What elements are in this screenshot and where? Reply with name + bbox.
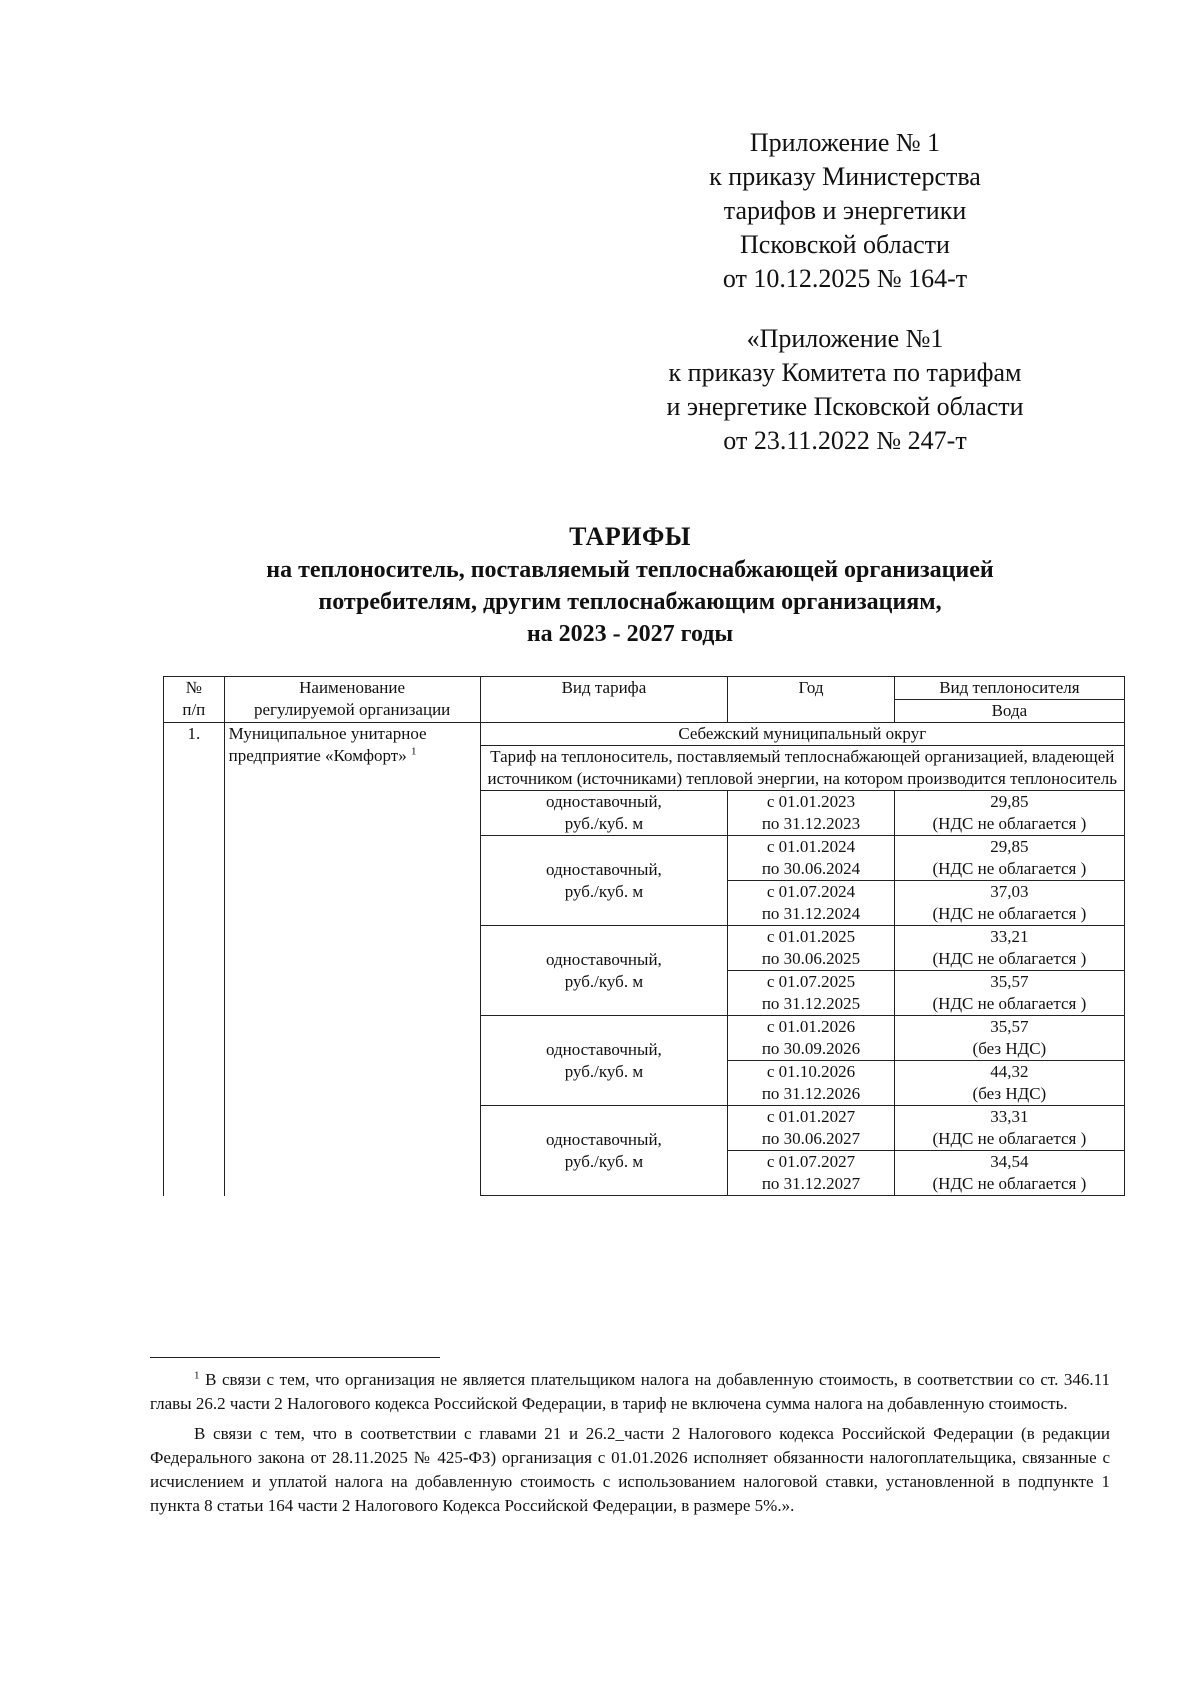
period-from: с 01.01.2026 [766,1017,856,1036]
period-to: по 30.09.2026 [761,1039,861,1058]
approval-line: Псковской области [740,230,950,259]
tariff-type-line: руб./куб. м [564,1061,644,1081]
header-org [224,677,480,723]
approval-block-current [560,126,1130,296]
footnotes [150,1368,1110,1524]
header-year: Год [728,677,895,723]
approval-line: к приказу Комитета по тарифам [668,358,1022,387]
tariff-type [480,926,728,1016]
tariff-value [894,1016,1124,1061]
period [728,971,895,1016]
approval-line: и энергетике Псковской области [666,392,1024,421]
tariff-value-note: (без НДС) [972,1039,1047,1058]
period [728,1061,895,1106]
header-num-line: № [185,678,202,697]
footnote-text: В связи с тем, что организация не является плательщиком налога на добавленную стоимость, в соответствии со ст. 346.11 главы 26.2 части 2 Налогового кодекса Российской Федерации, в тариф не включена сумма налога на добавленную стоимость. [150,1370,1111,1413]
tariff-value-note: (НДС не облагается ) [932,994,1087,1013]
tariff-value-note: (НДС не облагается ) [932,1174,1087,1193]
approval-line: от 10.12.2025 № 164-т [722,264,968,293]
tariff-type [480,791,728,836]
tariff-value [894,881,1124,926]
header-carrier-type: Вид теплоносителя [894,677,1124,700]
period-to: по 31.12.2024 [761,904,861,923]
period-from: с 01.07.2024 [766,882,856,901]
tariff-type-line: одноставочный, [546,949,662,969]
approval-line: Приложение № 1 [749,128,941,157]
header-carrier-water: Вода [894,700,1124,723]
tariff-value-note: (НДС не облагается ) [932,949,1087,968]
tariff-type-line: руб./куб. м [564,1151,644,1171]
tariff-value-number: 44,32 [990,1062,1029,1081]
row-number: 1. [164,723,225,746]
title-main: ТАРИФЫ [569,522,691,551]
period-to: по 31.12.2025 [761,994,861,1013]
period [728,881,895,926]
period-from: с 01.01.2025 [766,927,856,946]
footnote-paragraph: В связи с тем, что в соответствии с главами 21 и 26.2_части 2 Налогового кодекса Российской Федерации (в редакции Федерального закона от 28.11.2025 № 425-ФЗ) организация с 01.01.2026 исполняет обязанности налогоплательщика, связанные с исчислением и уплатой налога на добавленную стоимость с использованием налоговой ставки, установленной в подпункте 1 пункта 8 статьи 164 части 2 Налогового Кодекса Российской Федерации, в размере 5%.». [150,1424,1110,1515]
footnote-separator [150,1357,440,1358]
tariff-type [480,1016,728,1106]
tariff-value [894,1106,1124,1151]
period [728,1106,895,1151]
tariff-type-line: руб./куб. м [564,881,644,901]
tariff-type-line: одноставочный, [546,792,662,811]
tariff-value-note: (НДС не облагается ) [932,859,1087,878]
tariff-table [163,676,1125,1196]
header-org-line: Наименование [299,678,406,697]
tariff-type-line: одноставочный, [546,859,662,879]
tariff-type [480,836,728,926]
footnote-mark: 1 [194,1369,200,1382]
period-from: с 01.01.2024 [766,837,856,856]
approval-line: «Приложение №1 [746,324,944,353]
approval-block-original [560,322,1130,458]
period [728,926,895,971]
tariff-value-note: (НДС не облагается ) [932,814,1087,833]
tariff-description: Тариф на теплоноситель, поставляемый теплоснабжающей организацией, владеющей источником (источниками) тепловой энергии, на котором производится теплоноситель [480,746,1124,791]
approval-line: тарифов и энергетики [723,196,967,225]
title-subline: на теплоноситель, поставляемый теплоснабжающей организацией [266,557,994,583]
period-from: с 01.01.2027 [766,1107,856,1126]
approval-line: от 23.11.2022 № 247-т [723,426,967,455]
tariff-value-number: 29,85 [990,792,1029,811]
period [728,1016,895,1061]
tariff-value-number: 29,85 [990,837,1029,856]
tariff-type-line: одноставочный, [546,1039,662,1059]
tariff-value-note: (НДС не облагается ) [932,904,1087,923]
period-to: по 30.06.2024 [761,859,861,878]
tariff-value-note: (НДС не облагается ) [932,1129,1087,1148]
approval-line: к приказу Министерства [709,162,981,191]
period-from: с 01.07.2025 [766,972,856,991]
row-number-spacer [164,746,225,1196]
table-header-row [164,677,1125,700]
tariff-value [894,1061,1124,1106]
document-title [150,520,1110,650]
tariff-type-line: одноставочный, [546,1129,662,1149]
tariff-value-number: 34,54 [990,1152,1029,1171]
period [728,836,895,881]
tariff-type-line: руб./куб. м [564,814,644,833]
tariff-value-note: (без НДС) [972,1084,1047,1103]
tariff-value-number: 33,21 [990,927,1029,946]
tariff-value-number: 37,03 [990,882,1029,901]
title-subline: на 2023 - 2027 годы [526,621,734,647]
header-org-line: регулируемой организации [253,700,451,719]
tariff-value-number: 35,57 [990,1017,1029,1036]
organization-name-text: Муниципальное унитарное предприятие «Комфорт» [228,724,427,765]
tariff-value [894,791,1124,836]
period-from: с 01.01.2023 [766,792,856,811]
period-to: по 30.06.2025 [761,949,861,968]
header-num [164,677,225,723]
period [728,1151,895,1196]
footnote-mark: 1 [410,745,417,758]
title-subline: потребителям, другим теплоснабжающим организациям, [318,589,942,615]
tariff-value [894,971,1124,1016]
tariff-value-number: 33,31 [990,1107,1029,1126]
tariff-value [894,926,1124,971]
tariff-value [894,836,1124,881]
organization-name [224,723,480,1196]
tariff-type [480,1106,728,1196]
district-name: Себежский муниципальный округ [480,723,1124,746]
period-to: по 31.12.2023 [761,814,861,833]
period-to: по 31.12.2026 [761,1084,861,1103]
tariff-type-line: руб./куб. м [564,971,644,991]
period-from: с 01.10.2026 [766,1062,856,1081]
header-tariff-type: Вид тарифа [480,677,728,723]
tariff-value [894,1151,1124,1196]
period-to: по 31.12.2027 [761,1174,861,1193]
period-from: с 01.07.2027 [766,1152,856,1171]
header-num-line: п/п [182,700,206,719]
tariff-value-number: 35,57 [990,972,1029,991]
table-row [164,723,1125,746]
period [728,791,895,836]
period-to: по 30.06.2027 [761,1129,861,1148]
footnote-paragraph [150,1368,1110,1416]
